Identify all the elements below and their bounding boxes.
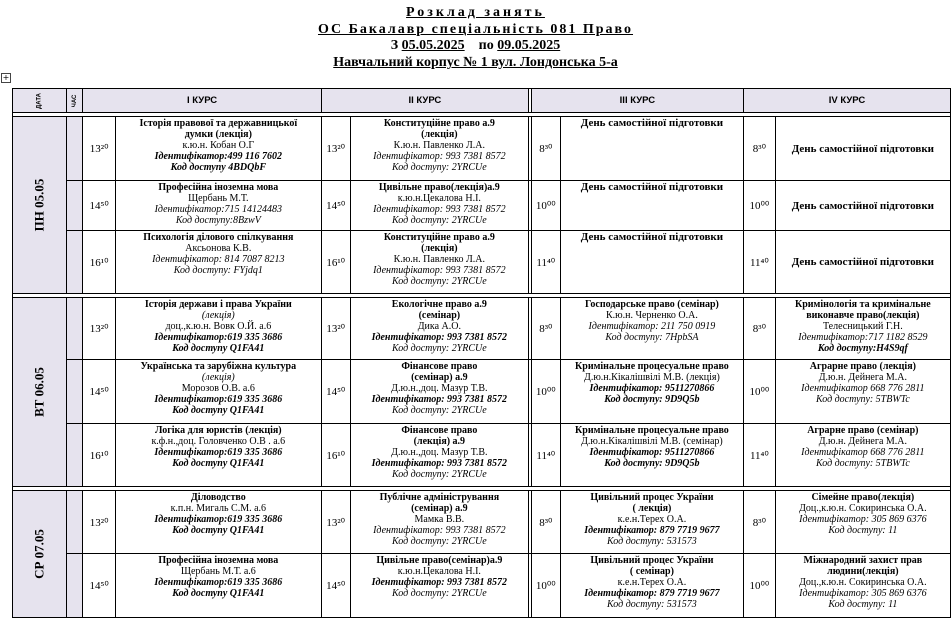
lesson-row (13, 298, 951, 360)
time-slot-marker (66, 360, 83, 424)
lesson-time: 8³⁰ (531, 117, 560, 181)
lesson-line: Міжнародний захист прав (803, 555, 923, 566)
header-row (13, 89, 951, 113)
lesson-content (116, 231, 321, 276)
time-slot-marker (66, 554, 83, 618)
lesson-line: Код доступу: 2YRCUe (391, 469, 487, 480)
lesson-line: Код доступу: 5TBWTc (815, 394, 910, 405)
lesson-cell (115, 231, 321, 294)
lesson-line: Код доступу Q1FA41 (172, 405, 265, 416)
lesson-line: людини(лекція) (827, 566, 899, 577)
lesson-time: 14⁵⁰ (321, 554, 350, 618)
lesson-content (351, 554, 528, 599)
lesson-line: Аграрне право (семінар) (807, 425, 919, 436)
lesson-line: Ідентифікатор: 879 7719 9677 (584, 588, 720, 599)
lesson-cell (775, 298, 950, 360)
time-slot-marker (66, 491, 83, 554)
lesson-line: к.ю.н. Кобан О.Г (182, 140, 255, 151)
lesson-line: Кримінальне процесуальне право (575, 425, 729, 436)
lesson-line: Код доступу Q1FA41 (172, 458, 265, 469)
lesson-content (561, 231, 743, 243)
lesson-time: 13²⁰ (83, 117, 116, 181)
lesson-line: Ідентифікатор: 305 869 6376 (799, 588, 927, 599)
time-slot-marker (66, 424, 83, 487)
lesson-content (776, 491, 950, 536)
lesson-line: Господарське право (семінар) (584, 299, 719, 310)
lesson-content (351, 424, 528, 480)
lesson-time: 16¹⁰ (321, 424, 350, 487)
lesson-line: виконавче право(лекція) (806, 310, 920, 321)
lesson-line: Цивільне право(лекція)а.9 (378, 182, 500, 193)
day-cell (13, 117, 67, 294)
lesson-line: Ідентифікатор: 993 7381 8572 (371, 394, 508, 405)
lesson-line: Логіка для юристів (лекція) (155, 425, 282, 436)
schedule-title: Розклад занять (406, 5, 545, 20)
lesson-line: День самостійної підготовки (791, 199, 935, 212)
lesson-cell (350, 117, 528, 181)
lesson-line: Д.ю.н.,доц. Мазур Т.В. (391, 383, 488, 394)
lesson-line: Психологія ділового спілкування (143, 232, 294, 243)
lesson-line: Ідентифікатор 668 776 2811 (801, 383, 925, 394)
lesson-row (13, 117, 951, 181)
lesson-line: к.п.н. Мигаль С.М. а.6 (170, 503, 267, 514)
lesson-cell (115, 298, 321, 360)
lesson-content (776, 424, 950, 469)
lesson-time: 10⁰⁰ (744, 554, 776, 618)
lesson-line: Конституційне право а.9 (383, 118, 495, 129)
lesson-cell (115, 117, 321, 181)
lesson-line: Ідентифікатор:619 335 3686 (154, 447, 283, 458)
lesson-time: 14⁵⁰ (321, 360, 350, 424)
lesson-cell (350, 298, 528, 360)
lesson-time: 13²⁰ (321, 298, 350, 360)
lesson-time: 8³⁰ (531, 491, 560, 554)
lesson-cell (560, 231, 743, 294)
lesson-line: Код доступу: 7HpbSA (605, 332, 699, 343)
lesson-line: К.ю.н. Павленко Л.А. (393, 140, 486, 151)
lesson-content (776, 256, 950, 268)
lesson-row (13, 554, 951, 618)
lesson-time: 10⁰⁰ (531, 360, 560, 424)
lesson-time: 13²⁰ (83, 298, 116, 360)
lesson-line: Ідентифікатор: 993 7381 8572 (371, 332, 508, 343)
lesson-cell (775, 424, 950, 487)
lesson-line: Сімейне право(лекція) (811, 492, 915, 503)
table-move-handle-icon[interactable]: + (2, 73, 10, 82)
lesson-content (116, 360, 321, 416)
lesson-content (776, 554, 950, 610)
lesson-cell (115, 424, 321, 487)
lesson-line: Код доступу: 531573 (607, 599, 697, 610)
lesson-content (776, 200, 950, 212)
date-range (0, 38, 951, 54)
lesson-line: День самостійної підготовки (791, 142, 935, 155)
lesson-line: Ідентифікатор: 879 7719 9677 (584, 525, 720, 536)
lesson-time: 8³⁰ (744, 117, 776, 181)
lesson-line: Код доступу Q1FA41 (172, 525, 265, 536)
day-cell (13, 491, 67, 618)
time-slot-marker (66, 181, 83, 231)
lesson-row (13, 491, 951, 554)
lesson-line: Д.ю.н.Кікалішвілі М.В. (семінар) (581, 436, 723, 447)
lesson-line: Код доступу: 2YRCUe (391, 536, 487, 547)
lesson-line: Дика А.О. (417, 321, 461, 332)
lesson-cell (115, 360, 321, 424)
lesson-time: 10⁰⁰ (744, 181, 776, 231)
lesson-line: Ідентифікатор 668 776 2811 (801, 447, 925, 458)
lesson-line: к.ю.н.Цекалова Н.І. (397, 566, 481, 577)
lesson-line: Ідентифікатор:717 1182 8529 (798, 332, 928, 343)
lesson-content (776, 143, 950, 155)
lesson-line: Українська та зарубіжна культура (140, 361, 297, 372)
date-from: 05.05.2025 (401, 38, 465, 53)
lesson-row (13, 424, 951, 487)
lesson-line: к.ю.н.Цекалова Н.І. (397, 193, 481, 204)
lesson-line: к.ф.н.,доц. Головченко О.В . а.6 (151, 436, 286, 447)
lesson-line: Ідентифікатор: 305 869 6376 (799, 514, 927, 525)
lesson-line: Кримінальне процесуальне право (575, 361, 729, 372)
time-slot-marker (66, 117, 83, 181)
lesson-line: Д.ю.н.Кікалішвілі М.В. (лекція) (584, 372, 720, 383)
lesson-line: Ідентифікатор: 9511270866 (589, 383, 715, 394)
lesson-line: доц.,к.ю.н. Вовк О.Й. а.6 (165, 321, 272, 332)
lesson-line: Код доступу: 2YRCUe (391, 162, 487, 173)
day-label: СР 07.05 (31, 529, 47, 579)
lesson-cell (350, 181, 528, 231)
lesson-cell (560, 117, 743, 181)
lesson-line: Аграрне право (лекція) (809, 361, 916, 372)
lesson-cell (560, 360, 743, 424)
lesson-line: Код доступу: FYjdq1 (173, 265, 263, 276)
lesson-line: Ідентифікатор:619 335 3686 (154, 577, 283, 588)
lesson-time: 14⁵⁰ (83, 181, 116, 231)
lesson-content (561, 554, 743, 610)
lesson-line: День самостійної підготовки (580, 181, 724, 193)
course-4-header: ІV КУРС (744, 89, 951, 113)
lesson-line: Фінансове право (401, 361, 478, 372)
lesson-cell (350, 231, 528, 294)
lesson-content (561, 424, 743, 469)
lesson-line: Ідентифікатор:715 14124483 (154, 204, 283, 215)
lesson-line: Код доступу: 5TBWTc (815, 458, 910, 469)
time-slot-marker (66, 298, 83, 360)
lesson-line: День самостійної підготовки (791, 256, 935, 268)
lesson-time: 8³⁰ (744, 298, 776, 360)
lesson-time: 16¹⁰ (83, 424, 116, 487)
lesson-content (116, 424, 321, 469)
lesson-cell (775, 117, 950, 181)
lesson-content (776, 298, 950, 354)
lesson-line: Кримінологія та кримінальне (794, 299, 931, 310)
lesson-cell (560, 298, 743, 360)
date-from-label: З (390, 38, 399, 53)
lesson-content (351, 231, 528, 287)
lesson-time: 10⁰⁰ (531, 554, 560, 618)
lesson-line: Екологічне право а.9 (391, 299, 487, 310)
lesson-line: Ідентифікатор:499 116 7602 (154, 151, 282, 162)
lesson-cell (560, 554, 743, 618)
lesson-line: Код доступу: 11 (828, 525, 898, 536)
lesson-content (116, 298, 321, 354)
lesson-line: Ідентифікатор: 993 7381 8572 (373, 525, 506, 536)
lesson-line: Ідентифікатор: 993 7381 8572 (371, 458, 508, 469)
lesson-cell (350, 360, 528, 424)
lesson-line: Код доступу:H4S9qf (817, 343, 908, 354)
lesson-content (351, 117, 528, 173)
lesson-content (116, 554, 321, 599)
lesson-line: Код доступу 4BDQbF (170, 162, 267, 173)
lesson-line: (лекція) (421, 129, 458, 140)
lesson-time: 11⁴⁰ (531, 424, 560, 487)
lesson-line: ( лекція) (632, 503, 672, 514)
lesson-line: Код доступу: 2YRCUe (391, 276, 487, 287)
lesson-line: К.ю.н. Павленко Л.А. (393, 254, 486, 265)
lesson-row (13, 181, 951, 231)
lesson-line: ( семінар) (629, 566, 674, 577)
lesson-line: Код доступу Q1FA41 (172, 588, 265, 599)
lesson-content (351, 298, 528, 354)
lesson-line: Щербань М.Т. а.6 (180, 566, 256, 577)
lesson-time: 11⁴⁰ (744, 424, 776, 487)
lesson-line: Ідентифікатор:619 335 3686 (154, 514, 283, 525)
lesson-line: к.е.н.Терех О.А. (617, 514, 687, 525)
lesson-line: Код доступу: 2YRCUe (391, 405, 487, 416)
course-2-header: ІІ КУРС (321, 89, 528, 113)
lesson-line: День самостійної підготовки (580, 231, 724, 243)
lesson-line: Код доступу Q1FA41 (172, 343, 265, 354)
lesson-content (351, 181, 528, 226)
lesson-line: Цивільне право(семінар)а.9 (376, 555, 503, 566)
lesson-time: 16¹⁰ (321, 231, 350, 294)
lesson-line: День самостійної підготовки (580, 117, 724, 129)
lesson-time: 14⁵⁰ (83, 360, 116, 424)
lesson-line: (семінар) (418, 310, 461, 321)
lesson-line: (лекція) (201, 310, 235, 321)
lesson-line: Ідентифікатор: 211 750 0919 (588, 321, 716, 332)
course-3-header: ІІІ КУРС (531, 89, 743, 113)
lesson-line: Морозов О.В. а.6 (181, 383, 255, 394)
date-column-header: ДАТА (13, 89, 67, 113)
lesson-row (13, 231, 951, 294)
lesson-line: Д.ю.н. Дейнега М.А. (818, 372, 908, 383)
lesson-line: Ідентифікатор: 993 7381 8572 (371, 577, 508, 588)
lesson-content (561, 117, 743, 129)
lesson-line: Код доступу: 2YRCUe (391, 343, 487, 354)
lesson-cell (560, 491, 743, 554)
lesson-line: Ідентифікатор: 814 7087 8213 (152, 254, 285, 265)
day-cell (13, 298, 67, 487)
lesson-line: Ідентифікатор: 993 7381 8572 (373, 265, 506, 276)
lesson-line: Цивільний процес України (590, 492, 714, 503)
lesson-line: Код доступу: 531573 (607, 536, 697, 547)
day-label: ВТ 06.05 (31, 367, 47, 417)
lesson-line: Телесницький Г.Н. (822, 321, 903, 332)
lesson-line: Код доступу:8BzwV (175, 215, 261, 226)
date-to-label: по (478, 38, 494, 53)
lesson-line: Ідентифікатор:619 335 3686 (154, 394, 283, 405)
lesson-time: 11⁴⁰ (744, 231, 776, 294)
lesson-cell (775, 360, 950, 424)
lesson-time: 14⁵⁰ (321, 181, 350, 231)
lesson-cell (350, 424, 528, 487)
building-address: Навчальний корпус № 1 вул. Лондонська 5-а (333, 55, 618, 70)
lesson-line: Код доступу: 9D9Q5b (604, 394, 700, 405)
lesson-time: 8³⁰ (531, 298, 560, 360)
lesson-line: Історія держави і права України (144, 299, 292, 310)
lesson-content (776, 360, 950, 405)
lesson-cell (775, 491, 950, 554)
lesson-line: Цивільний процес України (590, 555, 714, 566)
lesson-content (561, 298, 743, 343)
lesson-content (351, 360, 528, 416)
lesson-content (116, 181, 321, 226)
lesson-line: Фінансове право (401, 425, 478, 436)
lesson-time: 13²⁰ (321, 491, 350, 554)
lesson-line: Професійна іноземна мова (158, 555, 279, 566)
lesson-time: 10⁰⁰ (531, 181, 560, 231)
date-to: 09.05.2025 (497, 38, 561, 53)
lesson-time: 13²⁰ (83, 491, 116, 554)
lesson-cell (775, 554, 950, 618)
lesson-line: Мамка В.В. (414, 514, 465, 525)
lesson-line: (лекція) (201, 372, 235, 383)
lesson-line: Історія правової та державницької (139, 118, 298, 129)
time-column-header: ЧАС (66, 89, 83, 113)
lesson-line: Конституційне право а.9 (383, 232, 495, 243)
lesson-line: Д.ю.н.,доц. Мазур Т.В. (391, 447, 488, 458)
lesson-content (561, 491, 743, 547)
lesson-line: Код доступу: 2YRCUe (391, 588, 487, 599)
lesson-line: (семінар) а.9 (411, 372, 468, 383)
lesson-line: Ідентифікатор: 993 7381 8572 (373, 204, 506, 215)
lesson-cell (350, 491, 528, 554)
lesson-line: Ідентифікатор: 9511270866 (589, 447, 715, 458)
lesson-time: 11⁴⁰ (531, 231, 560, 294)
lesson-content (116, 117, 321, 173)
lesson-time: 8³⁰ (744, 491, 776, 554)
lesson-line: Д.ю.н. Дейнега М.А. (818, 436, 908, 447)
lesson-content (116, 491, 321, 536)
lesson-line: Доц.,к.ю.н. Сокиринська О.А. (799, 503, 927, 514)
lesson-line: Діловодство (190, 492, 246, 503)
lesson-cell (775, 181, 950, 231)
lesson-content (351, 491, 528, 547)
lesson-cell (115, 554, 321, 618)
lesson-line: (семінар) а.9 (411, 503, 468, 514)
lesson-line: К.ю.н. Черненко О.А. (605, 310, 698, 321)
lesson-cell (115, 491, 321, 554)
lesson-line: Публічне адміністрування (379, 492, 500, 503)
lesson-cell (560, 181, 743, 231)
lesson-line: Професійна іноземна мова (158, 182, 279, 193)
lesson-line: думки (лекція) (184, 129, 252, 140)
lesson-content (561, 360, 743, 405)
lesson-cell (350, 554, 528, 618)
lesson-line: Щербань М.Т. (188, 193, 249, 204)
time-slot-marker (66, 231, 83, 294)
lesson-line: Ідентифікатор:619 335 3686 (154, 332, 283, 343)
lesson-content (561, 181, 743, 193)
lesson-time: 10⁰⁰ (744, 360, 776, 424)
program-title: ОС Бакалавр спеціальність 081 Право (317, 22, 634, 37)
lesson-line: Код доступу: 9D9Q5b (604, 458, 700, 469)
lesson-time: 16¹⁰ (83, 231, 116, 294)
lesson-cell (775, 231, 950, 294)
schedule-table (12, 88, 951, 618)
lesson-row (13, 360, 951, 424)
day-label: ПН 05.05 (31, 178, 47, 232)
lesson-line: (лекція) а.9 (413, 436, 466, 447)
lesson-line: к.е.н.Терех О.А. (617, 577, 687, 588)
lesson-cell (115, 181, 321, 231)
lesson-time: 13²⁰ (321, 117, 350, 181)
lesson-line: Код доступу: 2YRCUe (391, 215, 487, 226)
lesson-cell (560, 424, 743, 487)
lesson-time: 14⁵⁰ (83, 554, 116, 618)
lesson-line: Код доступу: 11 (828, 599, 898, 610)
course-1-header: І КУРС (83, 89, 321, 113)
lesson-line: (лекція) (421, 243, 458, 254)
lesson-line: Доц.,к.ю.н. Сокиринська О.А. (799, 577, 927, 588)
lesson-line: Ідентифікатор: 993 7381 8572 (373, 151, 506, 162)
lesson-line: Аксьонова К.В. (185, 243, 252, 254)
